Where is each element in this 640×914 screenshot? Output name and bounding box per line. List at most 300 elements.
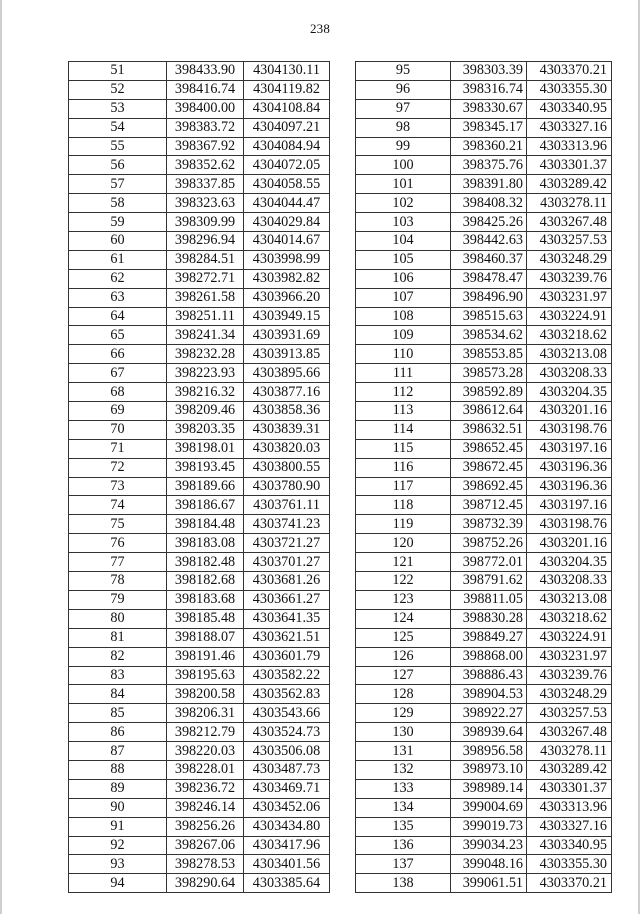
y-coordinate-cell: 4303231.97: [527, 288, 612, 307]
table-row: [69, 383, 330, 402]
point-number-cell: 65: [69, 326, 167, 345]
table-row: [69, 723, 330, 742]
point-number-cell: 73: [69, 477, 167, 496]
x-coordinate-cell: 398672.45: [451, 458, 527, 477]
table-row: [356, 477, 612, 496]
point-number-cell: 121: [356, 553, 451, 572]
point-number-cell: 77: [69, 553, 167, 572]
point-number-cell: 110: [356, 345, 451, 364]
point-number-cell: 112: [356, 383, 451, 402]
point-number-cell: 98: [356, 118, 451, 137]
point-number-cell: 96: [356, 80, 451, 99]
x-coordinate-cell: 398236.72: [167, 779, 244, 798]
table-row: [69, 742, 330, 761]
y-coordinate-cell: 4303506.08: [244, 742, 330, 761]
x-coordinate-cell: 398367.92: [167, 137, 244, 156]
point-number-cell: 58: [69, 194, 167, 213]
y-coordinate-cell: 4303197.16: [527, 439, 612, 458]
y-coordinate-cell: 4303231.97: [527, 647, 612, 666]
x-coordinate-cell: 398182.68: [167, 572, 244, 591]
coordinates-table-left: [68, 61, 330, 893]
table-row: [356, 742, 612, 761]
x-coordinate-cell: 398337.85: [167, 175, 244, 194]
point-number-cell: 57: [69, 175, 167, 194]
y-coordinate-cell: 4303208.33: [527, 572, 612, 591]
y-coordinate-cell: 4303966.20: [244, 288, 330, 307]
y-coordinate-cell: 4303201.16: [527, 402, 612, 421]
table-row: [69, 553, 330, 572]
table-row: [69, 213, 330, 232]
table-row: [356, 156, 612, 175]
point-number-cell: 99: [356, 137, 451, 156]
point-number-cell: 59: [69, 213, 167, 232]
y-coordinate-cell: 4303218.62: [527, 609, 612, 628]
table-row: [356, 99, 612, 118]
x-coordinate-cell: 398383.72: [167, 118, 244, 137]
y-coordinate-cell: 4304058.55: [244, 175, 330, 194]
table-row: [69, 250, 330, 269]
point-number-cell: 116: [356, 458, 451, 477]
x-coordinate-cell: 398195.63: [167, 666, 244, 685]
x-coordinate-cell: 398442.63: [451, 232, 527, 251]
point-number-cell: 106: [356, 269, 451, 288]
point-number-cell: 54: [69, 118, 167, 137]
point-number-cell: 60: [69, 232, 167, 251]
x-coordinate-cell: 398592.89: [451, 383, 527, 402]
table-row: [356, 572, 612, 591]
point-number-cell: 75: [69, 515, 167, 534]
y-coordinate-cell: 4303858.36: [244, 402, 330, 421]
x-coordinate-cell: 398400.00: [167, 99, 244, 118]
table-row: [69, 439, 330, 458]
y-coordinate-cell: 4303267.48: [527, 213, 612, 232]
table-row: [356, 855, 612, 874]
table-row: [356, 590, 612, 609]
table-row: [69, 80, 330, 99]
table-row: [356, 402, 612, 421]
y-coordinate-cell: 4303208.33: [527, 364, 612, 383]
point-number-cell: 76: [69, 534, 167, 553]
point-number-cell: 118: [356, 496, 451, 515]
point-number-cell: 115: [356, 439, 451, 458]
point-number-cell: 129: [356, 704, 451, 723]
coordinates-table-right: [355, 61, 612, 893]
x-coordinate-cell: 398939.64: [451, 723, 527, 742]
x-coordinate-cell: 398232.28: [167, 345, 244, 364]
table-row: [356, 175, 612, 194]
point-number-cell: 136: [356, 836, 451, 855]
table-row: [69, 874, 330, 893]
point-number-cell: 123: [356, 590, 451, 609]
table-row: [69, 458, 330, 477]
y-coordinate-cell: 4303621.51: [244, 628, 330, 647]
table-row: [356, 383, 612, 402]
y-coordinate-cell: 4303741.23: [244, 515, 330, 534]
point-number-cell: 55: [69, 137, 167, 156]
y-coordinate-cell: 4303877.16: [244, 383, 330, 402]
point-number-cell: 101: [356, 175, 451, 194]
y-coordinate-cell: 4303224.91: [527, 307, 612, 326]
x-coordinate-cell: 398712.45: [451, 496, 527, 515]
x-coordinate-cell: 398186.67: [167, 496, 244, 515]
table-row: [356, 704, 612, 723]
table-row: [356, 515, 612, 534]
table-row: [69, 402, 330, 421]
table-row: [69, 496, 330, 515]
y-coordinate-cell: 4303681.26: [244, 572, 330, 591]
point-number-cell: 134: [356, 798, 451, 817]
table-row: [69, 118, 330, 137]
table-row: [356, 62, 612, 81]
table-row: [356, 194, 612, 213]
coordinates-table-right-body: [356, 62, 612, 893]
x-coordinate-cell: 398290.64: [167, 874, 244, 893]
y-coordinate-cell: 4303370.21: [527, 62, 612, 81]
point-number-cell: 113: [356, 402, 451, 421]
y-coordinate-cell: 4304014.67: [244, 232, 330, 251]
y-coordinate-cell: 4303641.35: [244, 609, 330, 628]
table-row: [356, 685, 612, 704]
x-coordinate-cell: 398752.26: [451, 534, 527, 553]
y-coordinate-cell: 4303213.08: [527, 345, 612, 364]
point-number-cell: 114: [356, 420, 451, 439]
y-coordinate-cell: 4303278.11: [527, 742, 612, 761]
point-number-cell: 119: [356, 515, 451, 534]
x-coordinate-cell: 398251.11: [167, 307, 244, 326]
y-coordinate-cell: 4303452.06: [244, 798, 330, 817]
table-row: [356, 307, 612, 326]
y-coordinate-cell: 4303198.76: [527, 420, 612, 439]
point-number-cell: 120: [356, 534, 451, 553]
table-row: [356, 609, 612, 628]
table-row: [356, 420, 612, 439]
y-coordinate-cell: 4303198.76: [527, 515, 612, 534]
x-coordinate-cell: 398830.28: [451, 609, 527, 628]
table-row: [69, 817, 330, 836]
point-number-cell: 72: [69, 458, 167, 477]
point-number-cell: 64: [69, 307, 167, 326]
point-number-cell: 81: [69, 628, 167, 647]
point-number-cell: 74: [69, 496, 167, 515]
table-row: [356, 288, 612, 307]
y-coordinate-cell: 4303998.99: [244, 250, 330, 269]
table-row: [356, 250, 612, 269]
point-number-cell: 53: [69, 99, 167, 118]
x-coordinate-cell: 398189.66: [167, 477, 244, 496]
x-coordinate-cell: 398278.53: [167, 855, 244, 874]
x-coordinate-cell: 398460.37: [451, 250, 527, 269]
x-coordinate-cell: 398515.63: [451, 307, 527, 326]
point-number-cell: 66: [69, 345, 167, 364]
table-row: [69, 760, 330, 779]
point-number-cell: 71: [69, 439, 167, 458]
x-coordinate-cell: 398198.01: [167, 439, 244, 458]
x-coordinate-cell: 398922.27: [451, 704, 527, 723]
x-coordinate-cell: 398246.14: [167, 798, 244, 817]
y-coordinate-cell: 4303289.42: [527, 760, 612, 779]
point-number-cell: 109: [356, 326, 451, 345]
x-coordinate-cell: 398632.51: [451, 420, 527, 439]
table-row: [356, 213, 612, 232]
x-coordinate-cell: 398408.32: [451, 194, 527, 213]
y-coordinate-cell: 4303267.48: [527, 723, 612, 742]
x-coordinate-cell: 398184.48: [167, 515, 244, 534]
y-coordinate-cell: 4303601.79: [244, 647, 330, 666]
point-number-cell: 90: [69, 798, 167, 817]
y-coordinate-cell: 4303204.35: [527, 553, 612, 572]
x-coordinate-cell: 398212.79: [167, 723, 244, 742]
y-coordinate-cell: 4303949.15: [244, 307, 330, 326]
x-coordinate-cell: 398323.63: [167, 194, 244, 213]
point-number-cell: 105: [356, 250, 451, 269]
table-row: [69, 647, 330, 666]
y-coordinate-cell: 4303313.96: [527, 137, 612, 156]
y-coordinate-cell: 4303913.85: [244, 345, 330, 364]
y-coordinate-cell: 4303355.30: [527, 855, 612, 874]
y-coordinate-cell: 4303301.37: [527, 156, 612, 175]
point-number-cell: 128: [356, 685, 451, 704]
point-number-cell: 97: [356, 99, 451, 118]
y-coordinate-cell: 4303931.69: [244, 326, 330, 345]
table-row: [356, 326, 612, 345]
x-coordinate-cell: 399048.16: [451, 855, 527, 874]
table-row: [356, 817, 612, 836]
point-number-cell: 68: [69, 383, 167, 402]
x-coordinate-cell: 398433.90: [167, 62, 244, 81]
y-coordinate-cell: 4303196.36: [527, 477, 612, 496]
x-coordinate-cell: 398391.80: [451, 175, 527, 194]
table-row: [356, 534, 612, 553]
x-coordinate-cell: 398303.39: [451, 62, 527, 81]
y-coordinate-cell: 4303401.56: [244, 855, 330, 874]
x-coordinate-cell: 398209.46: [167, 402, 244, 421]
table-row: [69, 477, 330, 496]
x-coordinate-cell: 398191.46: [167, 647, 244, 666]
table-row: [69, 609, 330, 628]
table-row: [356, 647, 612, 666]
y-coordinate-cell: 4303721.27: [244, 534, 330, 553]
x-coordinate-cell: 398284.51: [167, 250, 244, 269]
point-number-cell: 126: [356, 647, 451, 666]
table-row: [356, 628, 612, 647]
x-coordinate-cell: 398973.10: [451, 760, 527, 779]
x-coordinate-cell: 398375.76: [451, 156, 527, 175]
x-coordinate-cell: 398849.27: [451, 628, 527, 647]
point-number-cell: 52: [69, 80, 167, 99]
table-row: [356, 118, 612, 137]
x-coordinate-cell: 398188.07: [167, 628, 244, 647]
table-row: [69, 515, 330, 534]
y-coordinate-cell: 4304072.05: [244, 156, 330, 175]
point-number-cell: 91: [69, 817, 167, 836]
y-coordinate-cell: 4303218.62: [527, 326, 612, 345]
table-row: [356, 798, 612, 817]
x-coordinate-cell: 398223.93: [167, 364, 244, 383]
table-row: [69, 666, 330, 685]
x-coordinate-cell: 398296.94: [167, 232, 244, 251]
table-row: [69, 288, 330, 307]
point-number-cell: 104: [356, 232, 451, 251]
x-coordinate-cell: 398811.05: [451, 590, 527, 609]
y-coordinate-cell: 4303301.37: [527, 779, 612, 798]
point-number-cell: 84: [69, 685, 167, 704]
point-number-cell: 88: [69, 760, 167, 779]
point-number-cell: 78: [69, 572, 167, 591]
table-row: [356, 345, 612, 364]
x-coordinate-cell: 398868.00: [451, 647, 527, 666]
point-number-cell: 103: [356, 213, 451, 232]
x-coordinate-cell: 398345.17: [451, 118, 527, 137]
point-number-cell: 138: [356, 874, 451, 893]
y-coordinate-cell: 4303224.91: [527, 628, 612, 647]
y-coordinate-cell: 4303289.42: [527, 175, 612, 194]
x-coordinate-cell: 398904.53: [451, 685, 527, 704]
point-number-cell: 86: [69, 723, 167, 742]
point-number-cell: 83: [69, 666, 167, 685]
x-coordinate-cell: 398309.99: [167, 213, 244, 232]
x-coordinate-cell: 398272.71: [167, 269, 244, 288]
y-coordinate-cell: 4304029.84: [244, 213, 330, 232]
point-number-cell: 107: [356, 288, 451, 307]
y-coordinate-cell: 4303370.21: [527, 874, 612, 893]
y-coordinate-cell: 4304044.47: [244, 194, 330, 213]
table-row: [69, 420, 330, 439]
table-row: [69, 704, 330, 723]
table-row: [356, 232, 612, 251]
point-number-cell: 135: [356, 817, 451, 836]
y-coordinate-cell: 4304119.82: [244, 80, 330, 99]
y-coordinate-cell: 4303340.95: [527, 99, 612, 118]
point-number-cell: 56: [69, 156, 167, 175]
point-number-cell: 130: [356, 723, 451, 742]
point-number-cell: 94: [69, 874, 167, 893]
y-coordinate-cell: 4303201.16: [527, 534, 612, 553]
table-row: [69, 269, 330, 288]
y-coordinate-cell: 4304097.21: [244, 118, 330, 137]
x-coordinate-cell: 398989.14: [451, 779, 527, 798]
y-coordinate-cell: 4303197.16: [527, 496, 612, 515]
table-row: [69, 62, 330, 81]
x-coordinate-cell: 398182.48: [167, 553, 244, 572]
x-coordinate-cell: 398183.68: [167, 590, 244, 609]
y-coordinate-cell: 4303761.11: [244, 496, 330, 515]
y-coordinate-cell: 4303839.31: [244, 420, 330, 439]
x-coordinate-cell: 398228.01: [167, 760, 244, 779]
y-coordinate-cell: 4303278.11: [527, 194, 612, 213]
y-coordinate-cell: 4303327.16: [527, 118, 612, 137]
point-number-cell: 85: [69, 704, 167, 723]
x-coordinate-cell: 398416.74: [167, 80, 244, 99]
y-coordinate-cell: 4303340.95: [527, 836, 612, 855]
y-coordinate-cell: 4303248.29: [527, 685, 612, 704]
point-number-cell: 125: [356, 628, 451, 647]
x-coordinate-cell: 398267.06: [167, 836, 244, 855]
point-number-cell: 87: [69, 742, 167, 761]
table-row: [69, 137, 330, 156]
point-number-cell: 67: [69, 364, 167, 383]
y-coordinate-cell: 4303661.27: [244, 590, 330, 609]
y-coordinate-cell: 4303434.80: [244, 817, 330, 836]
coordinates-table-left-body: [69, 62, 330, 893]
y-coordinate-cell: 4303239.76: [527, 666, 612, 685]
y-coordinate-cell: 4303982.82: [244, 269, 330, 288]
x-coordinate-cell: 399004.69: [451, 798, 527, 817]
x-coordinate-cell: 398185.48: [167, 609, 244, 628]
point-number-cell: 79: [69, 590, 167, 609]
x-coordinate-cell: 398352.62: [167, 156, 244, 175]
table-row: [69, 194, 330, 213]
x-coordinate-cell: 398692.45: [451, 477, 527, 496]
point-number-cell: 69: [69, 402, 167, 421]
point-number-cell: 102: [356, 194, 451, 213]
x-coordinate-cell: 398886.43: [451, 666, 527, 685]
y-coordinate-cell: 4303820.03: [244, 439, 330, 458]
table-row: [356, 760, 612, 779]
table-row: [356, 553, 612, 572]
y-coordinate-cell: 4303582.22: [244, 666, 330, 685]
point-number-cell: 131: [356, 742, 451, 761]
table-row: [69, 572, 330, 591]
point-number-cell: 127: [356, 666, 451, 685]
table-row: [356, 439, 612, 458]
table-row: [69, 779, 330, 798]
table-row: [356, 80, 612, 99]
x-coordinate-cell: 398791.62: [451, 572, 527, 591]
y-coordinate-cell: 4304108.84: [244, 99, 330, 118]
y-coordinate-cell: 4303196.36: [527, 458, 612, 477]
table-row: [356, 496, 612, 515]
y-coordinate-cell: 4303239.76: [527, 269, 612, 288]
y-coordinate-cell: 4303385.64: [244, 874, 330, 893]
x-coordinate-cell: 398360.21: [451, 137, 527, 156]
x-coordinate-cell: 398241.34: [167, 326, 244, 345]
table-row: [69, 345, 330, 364]
point-number-cell: 95: [356, 62, 451, 81]
table-row: [69, 232, 330, 251]
point-number-cell: 117: [356, 477, 451, 496]
table-row: [69, 99, 330, 118]
point-number-cell: 111: [356, 364, 451, 383]
y-coordinate-cell: 4303800.55: [244, 458, 330, 477]
table-row: [356, 666, 612, 685]
y-coordinate-cell: 4303257.53: [527, 704, 612, 723]
y-coordinate-cell: 4303417.96: [244, 836, 330, 855]
y-coordinate-cell: 4303327.16: [527, 817, 612, 836]
x-coordinate-cell: 398425.26: [451, 213, 527, 232]
x-coordinate-cell: 398193.45: [167, 458, 244, 477]
x-coordinate-cell: 398206.31: [167, 704, 244, 723]
y-coordinate-cell: 4304130.11: [244, 62, 330, 81]
table-row: [69, 364, 330, 383]
table-row: [69, 534, 330, 553]
table-row: [69, 326, 330, 345]
y-coordinate-cell: 4303204.35: [527, 383, 612, 402]
x-coordinate-cell: 398203.35: [167, 420, 244, 439]
y-coordinate-cell: 4303895.66: [244, 364, 330, 383]
x-coordinate-cell: 398534.62: [451, 326, 527, 345]
point-number-cell: 92: [69, 836, 167, 855]
point-number-cell: 100: [356, 156, 451, 175]
point-number-cell: 137: [356, 855, 451, 874]
x-coordinate-cell: 398316.74: [451, 80, 527, 99]
table-row: [69, 685, 330, 704]
table-row: [69, 175, 330, 194]
point-number-cell: 93: [69, 855, 167, 874]
x-coordinate-cell: 398732.39: [451, 515, 527, 534]
y-coordinate-cell: 4303313.96: [527, 798, 612, 817]
x-coordinate-cell: 399034.23: [451, 836, 527, 855]
y-coordinate-cell: 4303355.30: [527, 80, 612, 99]
